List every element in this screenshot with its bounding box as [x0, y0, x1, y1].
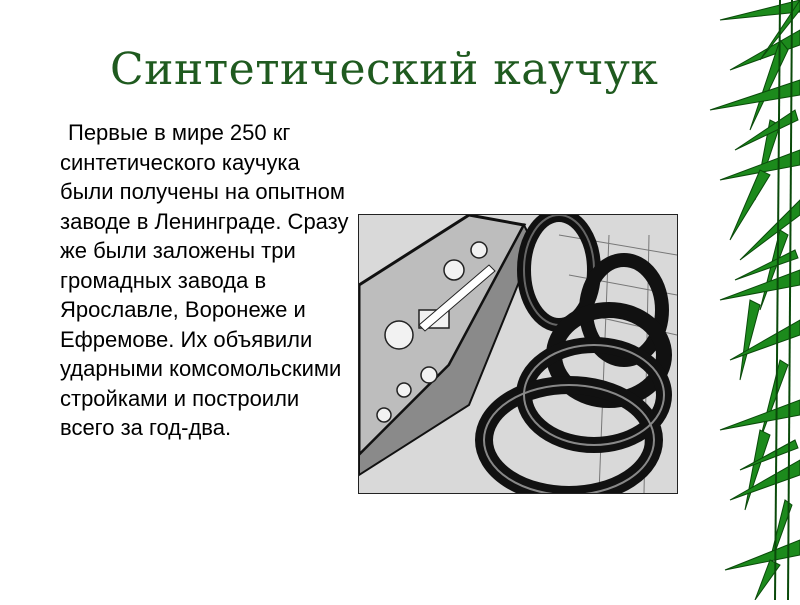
slide-title: Синтетический каучук — [110, 44, 659, 95]
tires-photo — [358, 214, 678, 494]
body-paragraph: Первые в мире 250 кг синтетического каучука были получены на опытном заводе в Ленинграде. Сразу же были заложены три громадных завода в Ярославле, Воронеже и Ефремове. Их объявили ударными комсомольскими стройками и построили всего за год-два. — [60, 120, 349, 440]
tires-photo-icon — [359, 215, 677, 493]
bamboo-leaves-icon — [660, 0, 800, 600]
